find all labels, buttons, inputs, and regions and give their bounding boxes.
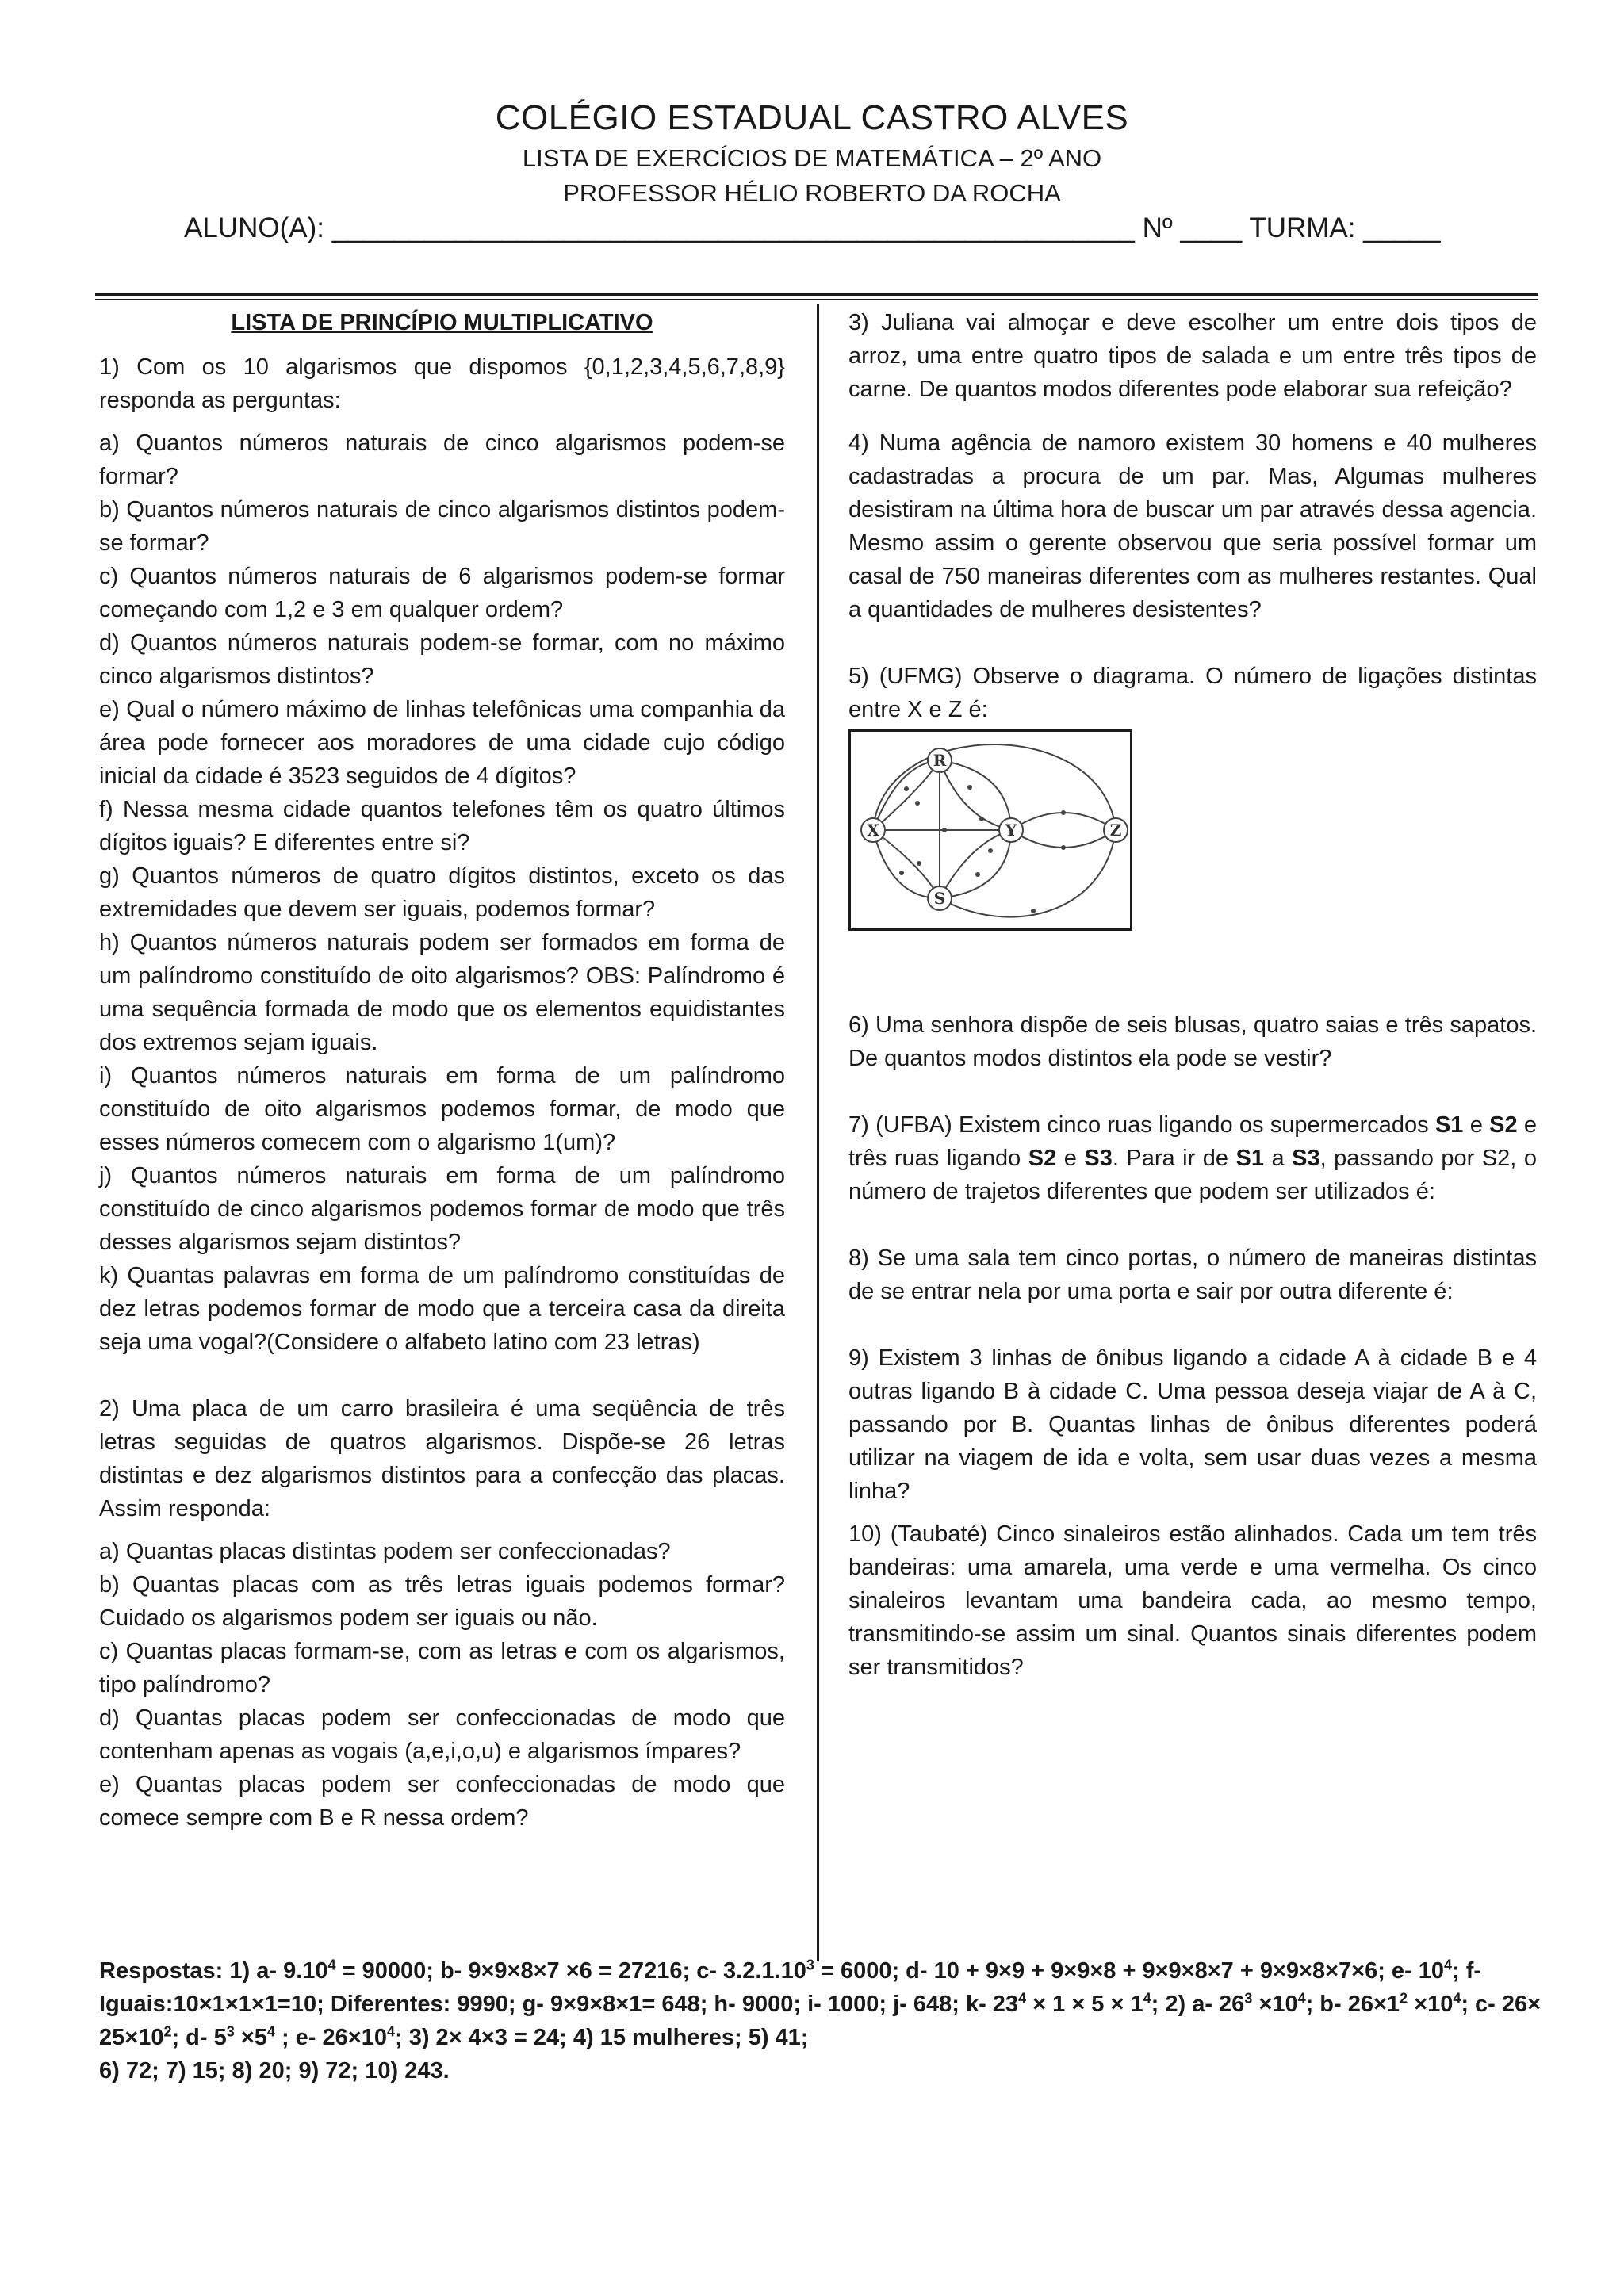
node-y: Y bbox=[1005, 821, 1017, 840]
connection-diagram bbox=[848, 729, 1132, 931]
diagram-svg bbox=[851, 732, 1130, 928]
question-2a: a) Quantas placas distintas podem ser confeccionadas? bbox=[99, 1539, 671, 1564]
student-info-line: ALUNO(A): ____________________________________________________ Nº ____ TURMA: _____ bbox=[184, 212, 1441, 243]
question-5: 5) (UFMG) Observe o diagrama. O número de ligações distintas entre X e Z é: bbox=[848, 664, 1537, 722]
document-header bbox=[0, 95, 1624, 211]
node-z: Z bbox=[1109, 821, 1122, 840]
question-2: 2) Uma placa de um carro brasileira é uma seqüência de três letras seguidas de quatros algarismos. Dispõe-se 26 letras distintas e dez algarismos distintos para a confecção das placas. Assim responda: bbox=[99, 1396, 785, 1521]
question-7: 7) (UFBA) Existem cinco ruas ligando os supermercados S1 e S2 e três ruas ligando S2 e S3. Para ir de S1 a S3, passando por S2, o número de trajetos diferentes que podem ser utilizados é: bbox=[848, 1112, 1537, 1204]
question-4: 4) Numa agência de namoro existem 30 homens e 40 mulheres cadastradas a procura de um par. Mas, Algumas mulheres desistiram na última hora de buscar um par através dessa agencia. Mesmo assim o gerente observou que seria possível formar um casal de 750 maneiras diferentes com as mulheres restantes. Qual a quantidades de mulheres desistentes? bbox=[848, 430, 1537, 622]
question-2c: c) Quantas placas formam-se, com as letras e com os algarismos, tipo palíndromo? bbox=[99, 1639, 785, 1697]
question-10: 10) (Taubaté) Cinco sinaleiros estão alinhados. Cada um tem três bandeiras: uma amarela, uma verde e uma vermelha. Os cinco sinaleiros levantam uma bandeira cada, ao mesmo tempo, transmitindo-se assim um sinal. Quantos sinais diferentes podem ser transmitidos? bbox=[848, 1521, 1537, 1680]
header-divider-top bbox=[95, 293, 1538, 296]
question-1i: i) Quantos números naturais em forma de um palíndromo constituído de oito algarismos podemos formar, de modo que esses números comecem com o algarismo 1(um)? bbox=[99, 1063, 785, 1155]
section-title: LISTA DE PRINCÍPIO MULTIPLICATIVO bbox=[231, 310, 653, 335]
node-s: S bbox=[933, 889, 946, 908]
question-1b: b) Quantos números naturais de cinco algarismos distintos podem-se formar? bbox=[99, 497, 785, 556]
school-name: COLÉGIO ESTADUAL CASTRO ALVES bbox=[495, 98, 1129, 137]
answers-section: Respostas: 1) a- $9.10^4 = 90000$; b- 9×9×8×7 ×6 = 27216; c- $3.2.1.10^3 = 6000$; d- 10 + 9×9 + 9×9×8 + 9×9×8×7 + 9×9×8×7×6; e- $10^4$; f- Iguais:10×1×1×1=10; Diferentes: 9990; g- 9×9×8×1= 648; h- 9000; i- 1000; j- 648; k- $23^4 \times 1 \times 5 \times 1^4$; 2) a- $26^3 \times 10^4$; b- $26\times 1^2 \times 10^4$; c- $26\times 25\times 10^2$; d- $5^3 \times 5^4$ ; e- $26\times 10^4$; 3) 2× 4×3 = 24; 4) 15 mulheres; 5) 41; 6) 72; 7) 15; 8) 20; 9) 72; 10) 243. bbox=[99, 1957, 1542, 2084]
question-1h: h) Quantos números naturais podem ser formados em forma de um palíndromo constituído de oito algarismos? OBS: Palíndromo é uma sequência formada de modo que os elementos equidistantes dos extremos sejam iguais. bbox=[99, 930, 785, 1055]
question-8: 8) Se uma sala tem cinco portas, o número de maneiras distintas de se entrar nela por uma porta e sair por outra diferente é: bbox=[848, 1246, 1537, 1304]
question-2d: d) Quantas placas podem ser confeccionadas de modo que contenham apenas as vogais (a,e,i,o,u) e algarismos ímpares? bbox=[99, 1705, 785, 1764]
list-title: LISTA DE EXERCÍCIOS DE MATEMÁTICA – 2º ANO bbox=[522, 144, 1102, 172]
question-2b: b) Quantas placas com as três letras iguais podemos formar? Cuidado os algarismos podem ser iguais ou não. bbox=[99, 1572, 785, 1631]
node-r: R bbox=[933, 751, 947, 770]
column-divider bbox=[817, 304, 819, 1961]
right-column bbox=[848, 306, 1537, 1684]
question-1k: k) Quantas palavras em forma de um palíndromo constituídas de dez letras podemos formar de modo que a terceira casa da direita seja uma vogal?(Considere o alfabeto latino com 23 letras) bbox=[99, 1263, 785, 1355]
question-1g: g) Quantos números de quatro dígitos distintos, exceto os das extremidades que devem ser iguais, podemos formar? bbox=[99, 863, 785, 922]
question-1c: c) Quantos números naturais de 6 algarismos podem-se formar começando com 1,2 e 3 em qualquer ordem? bbox=[99, 564, 785, 622]
question-1f: f) Nessa mesma cidade quantos telefones têm os quatro últimos dígitos iguais? E diferentes entre si? bbox=[99, 797, 785, 855]
question-1: 1) Com os 10 algarismos que dispomos {0,1,2,3,4,5,6,7,8,9} responda as perguntas: bbox=[99, 354, 785, 413]
question-1a: a) Quantos números naturais de cinco algarismos podem-se formar? bbox=[99, 430, 785, 489]
left-column bbox=[99, 306, 785, 1835]
question-2e: e) Quantas placas podem ser confeccionadas de modo que comece sempre com B e R nessa ordem? bbox=[99, 1772, 785, 1831]
professor-name: PROFESSOR HÉLIO ROBERTO DA ROCHA bbox=[563, 179, 1061, 207]
header-divider-bottom bbox=[95, 299, 1538, 300]
question-1d: d) Quantos números naturais podem-se formar, com no máximo cinco algarismos distintos? bbox=[99, 630, 785, 689]
question-1e: e) Qual o número máximo de linhas telefônicas uma companhia da área pode fornecer aos moradores de uma cidade cujo código inicial da cidade é 3523 seguidos de 4 dígitos? bbox=[99, 697, 785, 789]
question-6: 6) Uma senhora dispõe de seis blusas, quatro saias e três sapatos. De quantos modos distintos ela pode se vestir? bbox=[848, 1012, 1537, 1071]
node-x: X bbox=[867, 821, 879, 840]
question-9: 9) Existem 3 linhas de ônibus ligando a cidade A à cidade B e 4 outras ligando B à cidade C. Uma pessoa deseja viajar de A à C, passando por B. Quantas linhas de ônibus diferentes poderá utilizar na viagem de ida e volta, sem usar duas vezes a mesma linha? bbox=[848, 1345, 1537, 1504]
question-3: 3) Juliana vai almoçar e deve escolher um entre dois tipos de arroz, uma entre quatro tipos de salada e um entre três tipos de carne. De quantos modos diferentes pode elaborar sua refeição? bbox=[848, 310, 1537, 402]
question-1j: j) Quantos números naturais em forma de um palíndromo constituído de cinco algarismos podemos formar de modo que três desses algarismos sejam distintos? bbox=[99, 1163, 785, 1255]
